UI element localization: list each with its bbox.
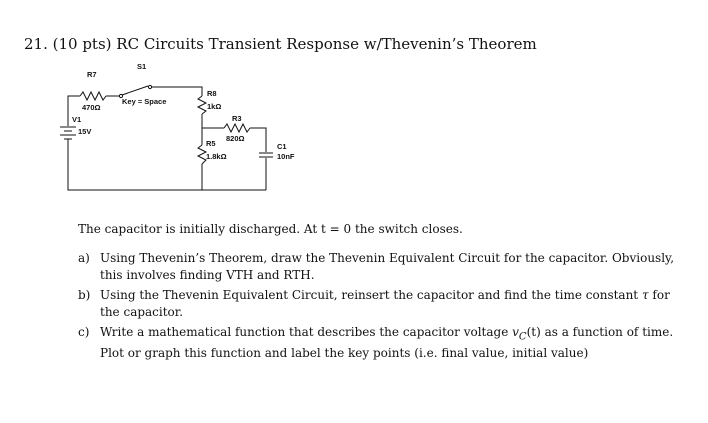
circuit-diagram xyxy=(0,0,708,210)
label-r8-value: 1kΩ xyxy=(207,102,222,111)
question-text-after: for the capacitor. xyxy=(100,288,670,319)
switch-contact-right xyxy=(148,85,151,88)
question-marker: c) xyxy=(78,325,90,339)
question-c xyxy=(78,324,688,362)
wire-switch-r8 xyxy=(152,87,202,96)
label-s1: S1 xyxy=(137,62,147,71)
vc-argument: (t) xyxy=(526,325,541,339)
vc-symbol: v xyxy=(512,325,519,339)
problem-title: 21. (10 pts) RC Circuits Transient Response w/Thevenin’s Theorem xyxy=(24,35,537,53)
question-b xyxy=(78,287,688,321)
question-a xyxy=(78,250,688,284)
label-r3: R3 xyxy=(232,114,242,123)
label-v1: V1 xyxy=(72,115,82,124)
intro-text: The capacitor is initially discharged. At t = 0 the switch closes. xyxy=(78,222,463,236)
r5-resistor xyxy=(198,145,206,164)
label-r8: R8 xyxy=(207,89,217,98)
r3-resistor xyxy=(224,124,250,132)
question-marker: b) xyxy=(78,288,91,302)
label-r5: R5 xyxy=(206,139,216,148)
label-c1: C1 xyxy=(277,142,287,151)
label-r7-value: 470Ω xyxy=(82,103,101,112)
wire-r3-c1 xyxy=(250,128,266,152)
question-text-after: as a function of time. Plot or graph this function and label the key points (i.e. final value, initial value) xyxy=(100,325,674,361)
label-r3-value: 820Ω xyxy=(226,134,245,143)
question-text: Using Thevenin’s Theorem, draw the Thevenin Equivalent Circuit for the capacitor. Obviously, this involves finding VTH and RTH. xyxy=(100,251,675,282)
question-text-before: Write a mathematical function that describes the capacitor voltage xyxy=(100,325,513,339)
label-r7: R7 xyxy=(87,70,97,79)
question-text-before: Using the Thevenin Equivalent Circuit, reinsert the capacitor and find the time constant xyxy=(100,288,642,302)
wire-bottom xyxy=(68,145,266,190)
question-list xyxy=(78,250,688,362)
switch-blade xyxy=(122,86,148,95)
label-r5-value: 1.8kΩ xyxy=(206,152,227,161)
problem-body xyxy=(78,221,688,365)
label-v1-value: 15V xyxy=(78,127,92,136)
tau-symbol: τ xyxy=(641,288,649,302)
label-key: Key = Space xyxy=(122,97,167,106)
question-marker: a) xyxy=(78,251,90,265)
r7-resistor xyxy=(80,92,106,100)
label-c1-value: 10nF xyxy=(277,152,295,161)
r8-resistor xyxy=(198,96,206,114)
vc-subscript: C xyxy=(518,331,527,343)
